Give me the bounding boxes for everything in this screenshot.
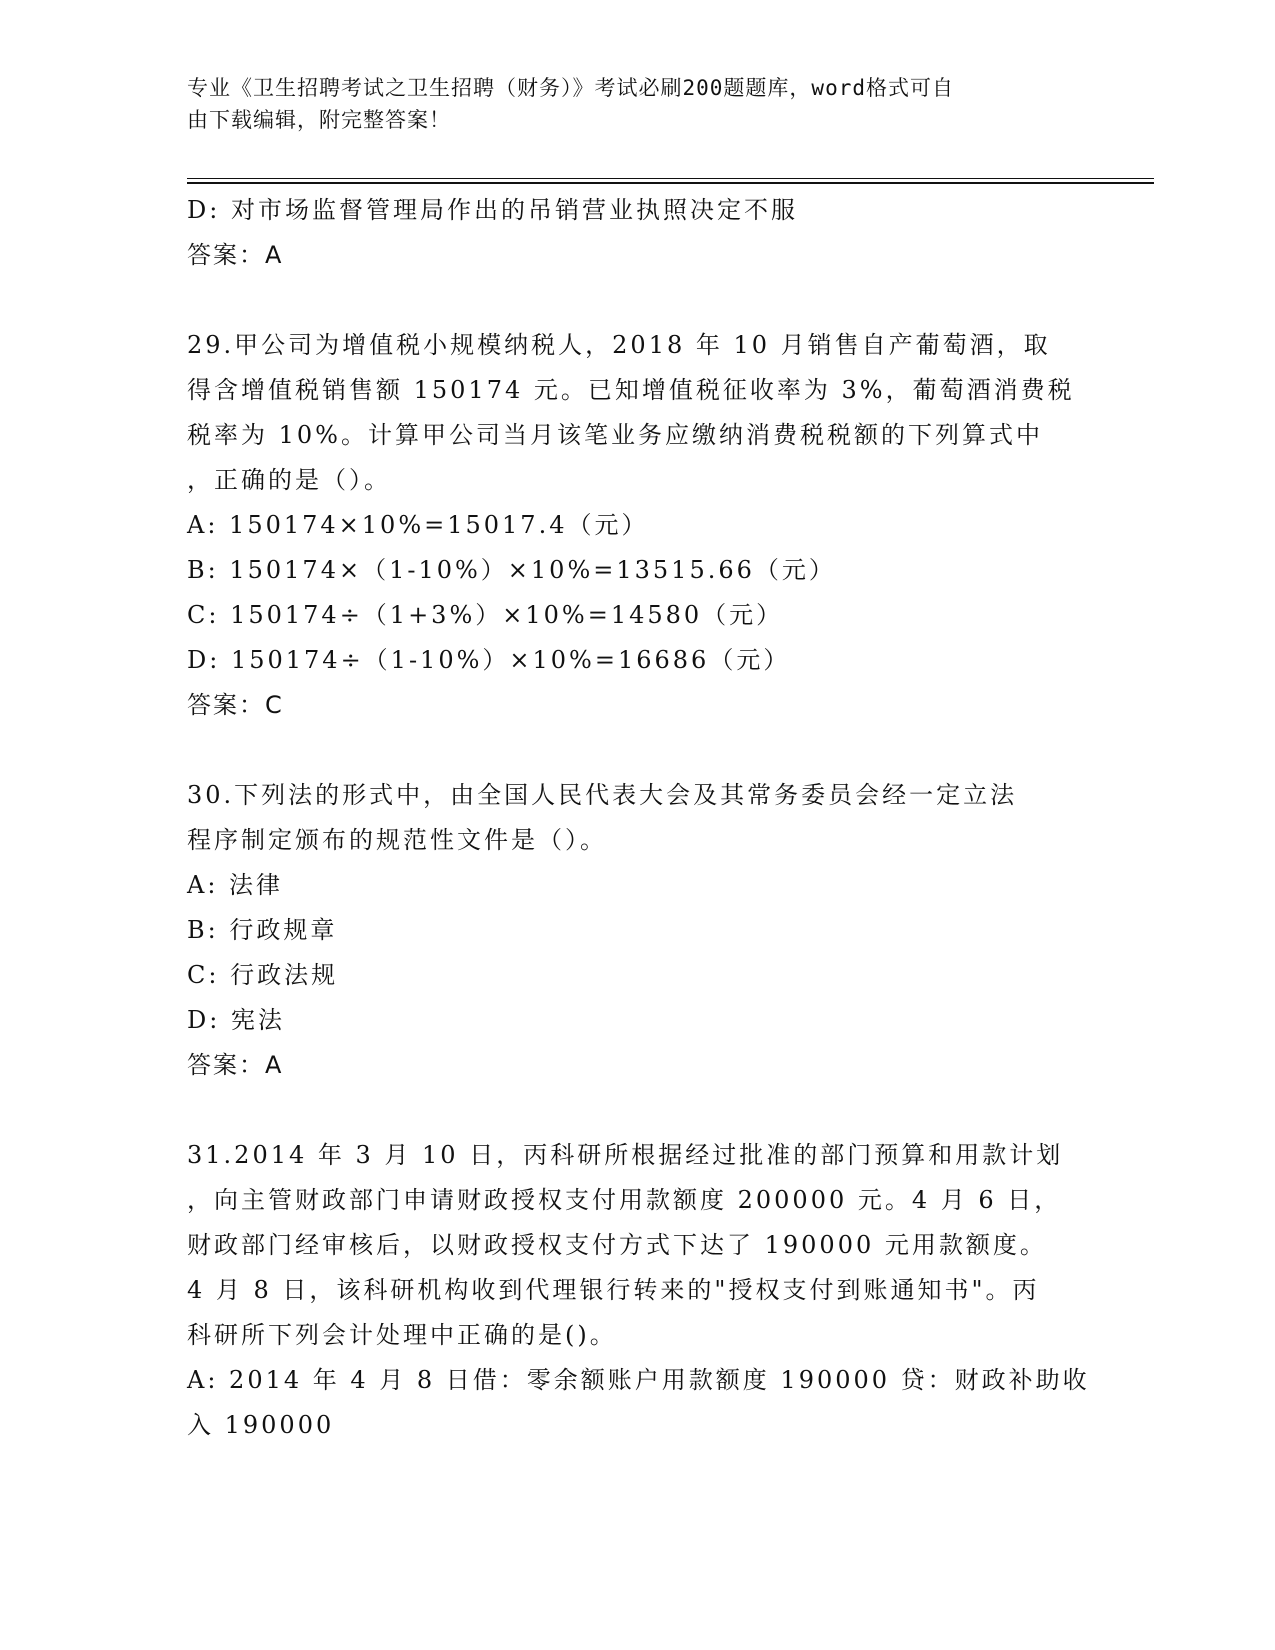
q30-option-b: B: 行政规章 xyxy=(187,916,338,944)
q31-option-a-line-2: 入 190000 xyxy=(187,1411,335,1439)
q31-option-a-line-1: A: 2014 年 4 月 8 日借：零余额账户用款额度 190000 贷：财政补助收 xyxy=(187,1366,1090,1394)
header-line-2: 由下载编辑，附完整答案！ xyxy=(187,108,451,132)
question-30 xyxy=(187,773,1087,1088)
q29-stem-line-1: 29.甲公司为增值税小规模纳税人，2018 年 10 月销售自产葡萄酒，取 xyxy=(187,331,1051,359)
q29-option-a: A: 150174×10%=15017.4（元） xyxy=(187,511,649,539)
header-rule-thick xyxy=(187,182,1154,184)
header-rule-thin xyxy=(187,178,1154,179)
q30-option-d: D: 宪法 xyxy=(187,1006,285,1034)
q31-stem-line-2: ，向主管财政部门申请财政授权支付用款额度 200000 元。4 月 6 日， xyxy=(187,1186,1062,1214)
q30-stem-line-2: 程序制定颁布的规范性文件是（）。 xyxy=(187,826,607,854)
q29-option-d: D: 150174÷（1-10%）×10%=16686（元） xyxy=(187,646,791,674)
q30-answer: 答案：A xyxy=(187,1051,284,1079)
q30-option-a: A: 法律 xyxy=(187,871,284,899)
q29-option-c: C: 150174÷（1+3%）×10%=14580（元） xyxy=(187,601,784,629)
q29-option-b: B: 150174×（1-10%）×10%=13515.66（元） xyxy=(187,556,836,584)
q29-stem-line-3: 税率为 10%。计算甲公司当月该笔业务应缴纳消费税税额的下列算式中 xyxy=(187,421,1043,449)
q31-stem-line-5: 科研所下列会计处理中正确的是()。 xyxy=(187,1321,617,1349)
q29-stem-line-2: 得含增值税销售额 150174 元。已知增值税征收率为 3%，葡萄酒消费税 xyxy=(187,376,1075,404)
q31-stem-line-3: 财政部门经审核后，以财政授权支付方式下达了 190000 元用款额度。 xyxy=(187,1231,1047,1259)
q30-stem-line-1: 30.下列法的形式中，由全国人民代表大会及其常务委员会经一定立法 xyxy=(187,781,1018,809)
q29-answer: 答案：C xyxy=(187,691,284,719)
question-29 xyxy=(187,323,1087,728)
q30-option-c: C: 行政法规 xyxy=(187,961,339,989)
q31-stem-line-1: 31.2014 年 3 月 10 日，丙科研所根据经过批准的部门预算和用款计划 xyxy=(187,1141,1064,1169)
q29-stem-line-4: ，正确的是（）。 xyxy=(187,466,391,494)
q28-answer: 答案：A xyxy=(187,241,284,269)
header-line-1: 专业《卫生招聘考试之卫生招聘（财务）》考试必刷200题题库，word格式可自 xyxy=(187,76,954,100)
question-31 xyxy=(187,1133,1090,1448)
q31-stem-line-4: 4 月 8 日，该科研机构收到代理银行转来的"授权支付到账通知书"。丙 xyxy=(187,1276,1040,1304)
q28-option-d: D: 对市场监督管理局作出的吊销营业执照决定不服 xyxy=(187,196,798,224)
question-content xyxy=(187,188,1090,1448)
page-header xyxy=(187,72,1067,136)
